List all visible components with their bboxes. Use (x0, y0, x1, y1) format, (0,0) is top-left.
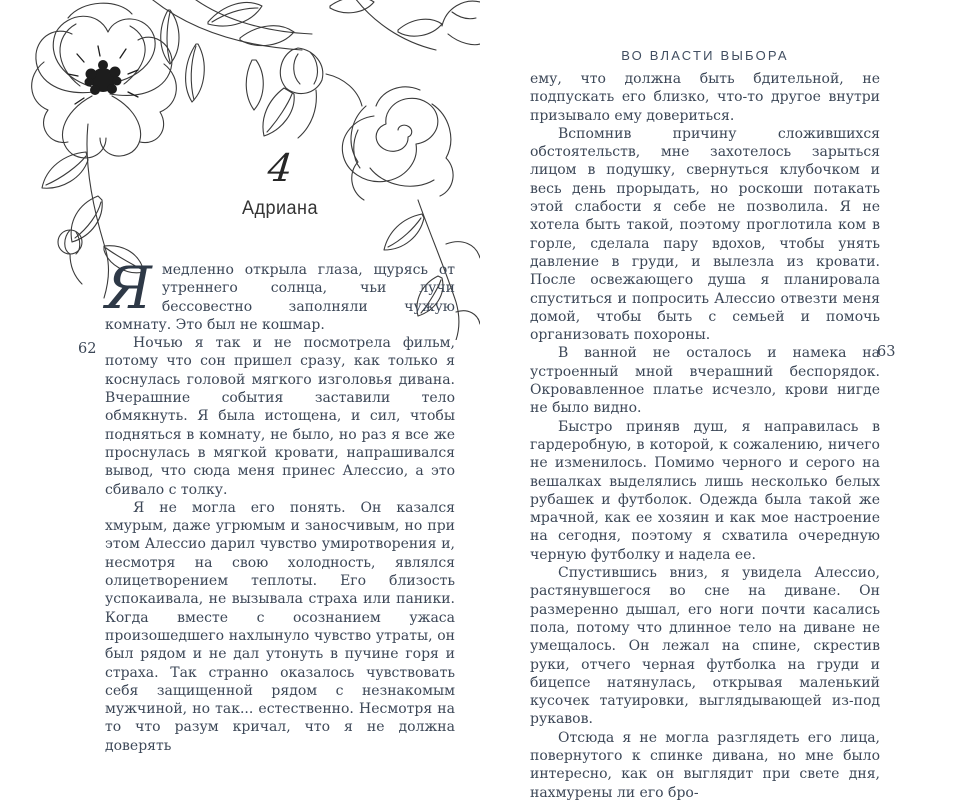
paragraph: Быстро приняв душ, я направилась в гардеробную, в которой, к сожалению, ничего не изменилось. Помимо черного и серого на вешалках выделялись лишь несколько белых рубашек и футболок. Одежда была такой же мрачной, как ее хозяин и как мое настроение на сегодня, поэтому я схватила очередную черную футболку и надела ее. (530, 418, 880, 563)
drop-cap: Я (105, 254, 152, 322)
paragraph: В ванной не осталось и намека на устроенный мной вчерашний беспорядок. Окровавленное платье исчезло, крови нигде не было видно. (530, 345, 880, 417)
paragraph: ему, что должна быть бдительной, не подпускать его близко, что-то другое внутри призывало ему довериться. (530, 71, 880, 124)
left-page-text (105, 254, 455, 755)
running-header: ВО ВЛАСТИ ВЫБОРА (621, 48, 789, 63)
page-number-left: 62 (78, 341, 97, 357)
paragraph: Спустившись вниз, я увидела Алессио, растянувшегося во сне на диване. Он размеренно дышал, его ноги почти касались пола, потому что длинное тело на диване не умещалось. Он лежал на спине, скрестив руки, отчего черная футболка на груди и бицепсе натянулась, открывая маленький кусочек татуировки, выглядывающей из-под рукавов. (530, 565, 880, 728)
paragraph-text: медленно открыла глаза, щурясь от утреннего солнца, чьи лучи бессовестно заполняли чужую комнату. Это был не кошмар. (105, 262, 455, 333)
right-page (480, 0, 960, 801)
paragraph: Я не могла его понять. Он казался хмурым, даже угрюмым и заносчивым, но при этом Алессио дарил чувство умиротворения и, несмотря на свою холодность, являлся олицетворением теплоты. Его близость успокаивала, не вызывала страха или паники. Когда вместе с осознанием ужаса произошедшего нахлынуло чувство утраты, он был рядом и не дал утонуть в пучине горя и страха. Так странно оказалось чувствовать себя защищенной рядом с незнакомым мужчиной, но так... естественно. Несмотря на то что разум кричал, что я не должна доверять (105, 499, 455, 754)
right-page-text (530, 70, 880, 802)
chapter-number: 4 (265, 146, 295, 190)
page-number-right: 63 (877, 344, 896, 360)
chapter-title: Адриана (241, 198, 319, 219)
paragraph (105, 254, 455, 334)
paragraph: Ночью я так и не посмотрела фильм, потому что сон пришел сразу, как только я коснулась головой мягкого изголовья дивана. Вчерашние события заставили тело обмякнуть. Я была истощена, и сил, чтобы подняться в комнату, не было, но раз я все же проснулась в мягкой кровати, напрашивался вывод, что сюда меня принес Алессио, а это сбивало с толку. (105, 335, 455, 498)
left-page (0, 0, 480, 754)
chapter-heading (105, 146, 455, 220)
paragraph: Вспомнив причину сложившихся обстоятельств, мне захотелось зарыться лицом в подушку, свернуться клубочком и весь день прорыдать, но роскоши потакать этой слабости я себе не позволила. Я не хотела быть такой, поэтому проглотила ком в горле, сделала пару вдохов, чтобы унять давление в груди, и вылезла из кровати. После освежающего душа я планировала спуститься и попросить Алессио отвезти меня домой, чтобы быть с семьей и помочь организовать похороны. (530, 125, 880, 344)
paragraph: Отсюда я не могла разглядеть его лица, повернутого к спинке дивана, но мне было интересно, как он выглядит при свете дня, нахмурены ли его бро- (530, 729, 880, 801)
